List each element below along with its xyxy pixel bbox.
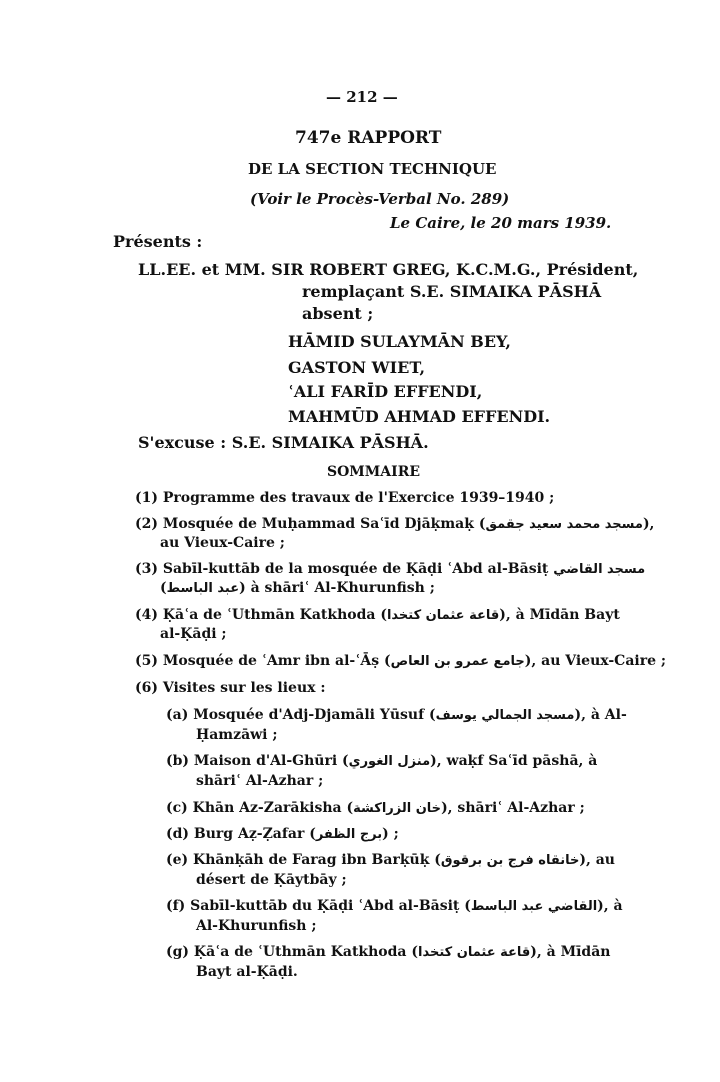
visit-f: [166, 898, 623, 914]
visit-b-cont: shāriʿ Al-Azhar ;: [196, 773, 324, 789]
visit-g-text-end: ), à Mīdān: [530, 944, 611, 960]
member-4: MAHMŪD AHMAD EFFENDI.: [288, 407, 551, 426]
summary-item-4: [135, 607, 620, 623]
visit-b-text: (b) Maison d'Al-Ghūri (: [166, 753, 349, 769]
member-1: HĀMID SULAYMĀN BEY,: [288, 332, 511, 351]
attendees-intro: LL.EE. et MM. SIR ROBERT GREG, K.C.M.G., Président,: [138, 260, 639, 279]
item-3-text-end: ) à shāriʿ Al-Khurunfish ;: [239, 580, 435, 596]
item-4-text: (4) Ḳāʿa de ʿUthmān Katkhoda (: [135, 607, 387, 623]
visit-c-text: (c) Khān Az-Zarākisha (: [166, 800, 354, 816]
date-line: Le Caire, le 20 mars 1939.: [390, 214, 612, 232]
summary-item-5: [135, 653, 666, 669]
visit-f-text: (f) Sabīl-kuttāb du Ḳāḍi ʿAbd al-Bāsiṭ (: [166, 898, 471, 914]
visit-b: [166, 753, 597, 769]
visit-b-text-end: ), waḳf Saʿīd pāshā, à: [430, 753, 598, 769]
presents-label: Présents :: [113, 232, 203, 251]
item-2-arabic: مسجد محمد سعيد جقمق: [485, 517, 643, 532]
item-5-arabic: جامع عمرو بن العاص: [390, 654, 525, 669]
item-3-paren: (: [160, 580, 167, 596]
summary-item-2: [135, 516, 654, 532]
summary-item-1: (1) Programme des travaux de l'Exercice 1939–1940 ;: [135, 490, 555, 506]
summary-item-2-cont: au Vieux-Caire ;: [160, 535, 285, 551]
visit-a-arabic: مسجد الجمالي يوسف: [435, 708, 575, 723]
procès-verbal-reference: (Voir le Procès-Verbal No. 289): [250, 190, 510, 208]
visit-a: [166, 707, 627, 723]
excuse-line: S'excuse : S.E. SIMAIKA PĀSHĀ.: [138, 433, 429, 452]
visit-e: [166, 852, 615, 868]
visit-e-text-end: ), au: [579, 852, 615, 868]
visit-a-text: (a) Mosquée d'Adj-Djamāli Yūsuf (: [166, 707, 436, 723]
visit-g: [166, 944, 610, 960]
item-3-arabic-2: عبد الباسط: [166, 581, 240, 596]
summary-item-3-cont: [160, 580, 435, 596]
item-3-arabic: مسجد القاضي: [553, 562, 646, 577]
visit-e-cont: désert de Ḳāytbāy ;: [196, 872, 347, 888]
visit-d-text-end: ) ;: [382, 826, 399, 842]
member-2: GASTON WIET,: [288, 358, 426, 377]
attendees-line-3: absent ;: [302, 304, 374, 323]
summary-item-6: (6) Visites sur les lieux :: [135, 680, 326, 696]
visit-c: [166, 800, 585, 816]
report-subtitle: DE LA SECTION TECHNIQUE: [248, 160, 497, 178]
item-4-text-end: ), à Mīdān Bayt: [499, 607, 620, 623]
item-2-text-end: ),: [642, 516, 655, 532]
visit-e-arabic: خانقاه فرج بن برقوق: [440, 853, 580, 868]
item-5-text: (5) Mosquée de ʿAmr ibn al-ʿĀṣ (: [135, 653, 391, 669]
attendees-line-2: remplaçant S.E. SIMAIKA PĀSHĀ: [302, 282, 602, 301]
visit-c-text-end: ), shāriʿ Al-Azhar ;: [441, 800, 585, 816]
summary-item-4-cont: al-Ḳāḍi ;: [160, 626, 227, 642]
item-5-text-end: ), au Vieux-Caire ;: [524, 653, 667, 669]
visit-f-arabic: القاضي عبد الباسط: [470, 899, 598, 914]
visit-d-text: (d) Burg Aẓ-Ẓafar (: [166, 826, 316, 842]
item-3-text: (3) Sabīl-kuttāb de la mosquée de Ḳāḍi ʿAbd al-Bāsiṭ: [135, 561, 549, 577]
item-2-text: (2) Mosquée de Muḥammad Saʿīd Djāḳmaḳ (: [135, 516, 486, 532]
visit-b-arabic: منزل الغوري: [348, 754, 431, 769]
page-number: — 212 —: [326, 88, 398, 106]
visit-a-text-end: ), à Al-: [574, 707, 627, 723]
summary-item-3: [135, 561, 645, 577]
visit-f-text-end: ), à: [597, 898, 623, 914]
visit-g-cont: Bayt al-Ḳāḍi.: [196, 964, 298, 980]
visit-g-text: (g) Ḳāʿa de ʿUthmān Katkhoda (: [166, 944, 418, 960]
visit-e-text: (e) Khānḳāh de Farag ibn Barḳūḳ (: [166, 852, 441, 868]
report-title: 747e RAPPORT: [295, 128, 442, 148]
visit-d: [166, 826, 399, 842]
visit-f-cont: Al-Khurunfish ;: [196, 918, 317, 934]
visit-g-arabic: قاعة عثمان كتخدا: [418, 945, 531, 960]
visit-c-arabic: خان الزراكشة: [353, 801, 442, 816]
visit-a-cont: Ḥamzāwi ;: [196, 727, 278, 743]
member-3: ʿALI FARĪD EFFENDI,: [288, 382, 483, 401]
visit-d-arabic: برج الظفر: [315, 827, 383, 842]
item-4-arabic: قاعة عثمان كتخدا: [386, 608, 500, 623]
sommaire-heading: SOMMAIRE: [327, 464, 421, 480]
